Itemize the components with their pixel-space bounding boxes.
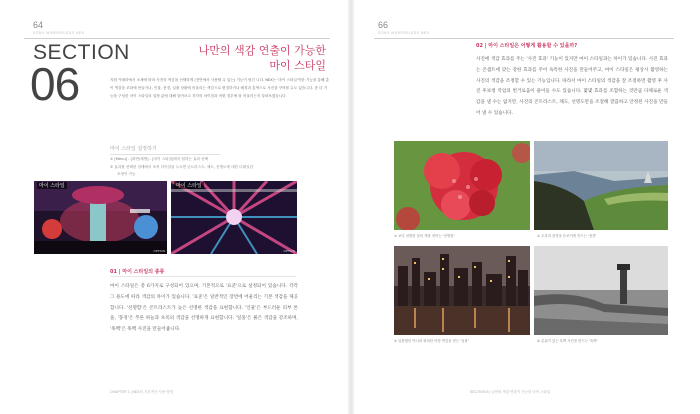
section-01-body: 마이 스타일은 총 6가지로 구성되어 있으며, 기본적으로 '표준'으로 설정되어 있습니다. 각각 그 용도에 따라 색감의 차이가 있습니다. '표준'은 일반적인 장면에 어울리는 기본 색감을 제공합니다. '선명함'은 콘트라스트가 높은 선명한 색감을 표현합니다. '인물'은 부드러운 피부 톤을, '풍경'은 푸른 하늘과 초록의 색감을 선명하게 표현합니다. '일몰'은 붉은 색감을 강조하며, '흑백'은 흑백 사진을 만들어줍니다. <box>110 284 298 333</box>
tip-step-1: ① [Menu] - [화면/재생] - [마이 스타일]에서 원하는 효과 선택 <box>110 157 209 161</box>
page-footer: SECTION 6 | 나만의 색감 연출이 가능한 마이 스타일 <box>470 390 551 394</box>
section-title-line2: 마이 스타일 <box>269 59 326 72</box>
tip-step-2: ② 효과를 선택한 상태에서 조작 다이얼을 누르면 콘트라스트, 채도, 선명도에 대한 디테일한 <box>110 165 254 169</box>
section-02-heading: 02 | 마이 스타일은 어떻게 활용할 수 있을까? <box>476 43 578 49</box>
tip-heading: 마이 스타일 설정하기 <box>110 146 157 152</box>
ceiling-lights-image <box>171 181 297 254</box>
tip-step-2-cont: 조정이 가능 <box>117 172 136 176</box>
section-number: 06 <box>30 58 80 110</box>
photo-caption-1: ① 보다 선명한 꽃의 색을 얻어는 '선명함' <box>394 234 455 238</box>
page-number: 64 <box>33 20 44 30</box>
screen-style-label: 마이 스타일 <box>176 183 202 189</box>
photo-vivid-flowers <box>394 141 530 230</box>
screen-option-label: OPTION <box>153 249 165 253</box>
section-02-body: 사진에 색감 효과를 주는 '사진 효과' 기능이 있지만 마이 스타일과는 차이가 있습니다. 사진 효과는 콘셉트에 맞는 강한 효과를 주어 독특한 사진을 만들어주고, 마이 스타일은 평상시 촬영하는 사진의 색감을 조정할 수 있는 기능입니다. 따라서 마이 스타일의 색감을 잘 조절하면 촬영 후 사진 후보정 작업의 번거로움이 줄어들 수도 있습니다. 몇몇 효과를 조합하는 것만큼 다채로운 색감을 낼 수는 없지만, 사진의 콘트라스트, 채도, 선명도만을 조절해 깔끔하고 안정된 사진을 만들어 낼 수 있습니다. <box>476 57 668 116</box>
running-head: SONY MIRRORLESS NEX <box>33 31 85 35</box>
photo-night-city <box>394 246 530 335</box>
camera-screen-2 <box>171 181 297 254</box>
page-number: 66 <box>378 20 389 30</box>
photo-caption-4: ④ 분위기 있는 흑백 사진을 만드는 '흑백' <box>537 339 598 343</box>
section-01-heading: 01 | 마이 스타일의 종류 <box>110 269 165 275</box>
page-footer: CHAPTER 1 | NEX의 기본적인 사용 방법 <box>110 390 174 394</box>
header-rule <box>374 38 674 39</box>
intro-paragraph: 지원 카메라에서 소재에 따라 사진의 색감을 선택하게 (전반에서 사용할 수 있는) 기능이 담긴 니다. NEX는 '마이 스타일'이란 기능을 통해 총 이 색감을 조화에 만들거나, 인물, 풍경, 일출 상황에 어울리는 색감으로 변경하거나 배경과 통색으로 사진을 꾸며볼 수도 있습니다. 좀 더 기능을 구성한 마이 스타일의 설정 값에 대해 알아보고 각각의 차이점과 어떤 경우에 잘 어울리는지 살펴보겠습니다. <box>110 78 330 99</box>
carousel-scene-image <box>34 181 167 254</box>
section-title-line1: 나만의 색감 연출이 가능한 <box>198 44 326 57</box>
section-label: SECTION <box>33 41 130 64</box>
section-01-rule <box>110 276 296 277</box>
camera-screen-1 <box>34 181 167 254</box>
screen-style-label: 마이 스타일 <box>39 183 65 189</box>
right-page <box>350 0 700 414</box>
header-rule <box>24 38 330 39</box>
photo-caption-3: ③ 일몰했던 야니의 화려한 야경 색감을 얻는 '일몰' <box>394 339 469 343</box>
photo-monochrome-harbor <box>534 246 668 335</box>
tip-rule <box>110 154 220 155</box>
photo-landscape <box>534 141 668 230</box>
screen-option-label: OPTION <box>283 249 295 253</box>
running-head: SONY MIRRORLESS NEX <box>378 31 430 35</box>
photo-caption-2: ② 초록의 풍경을 돋보이게 만드는 '풍경' <box>537 234 597 238</box>
